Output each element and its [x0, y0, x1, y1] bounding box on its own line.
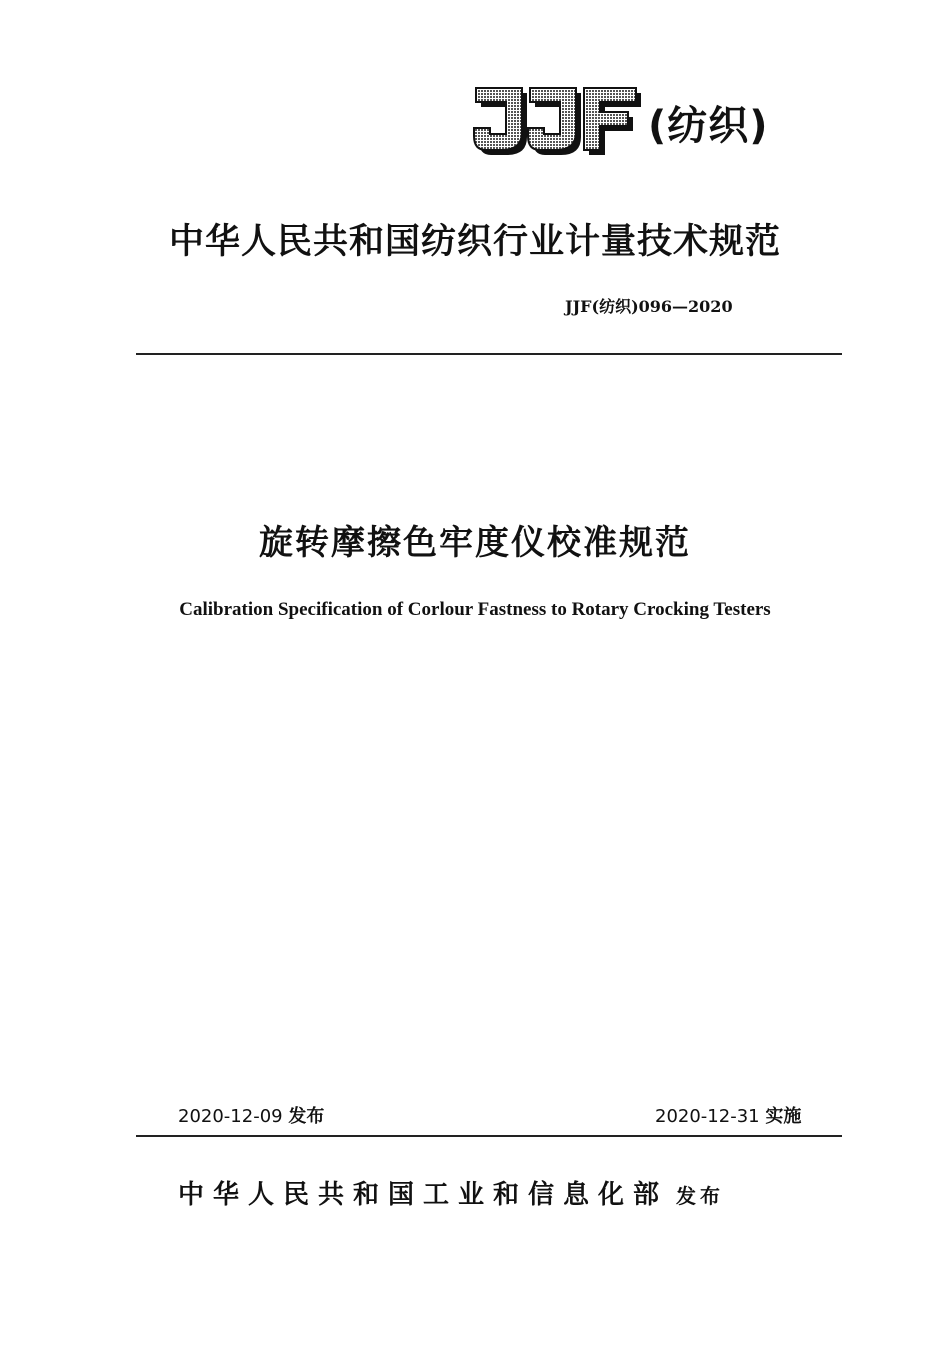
- logo-suffix: (纺织): [648, 102, 769, 149]
- bottom-divider: [136, 1135, 842, 1137]
- publisher-line: [178, 1174, 724, 1211]
- jjf-logo-mark: [472, 84, 644, 160]
- issue-date-line: [178, 1102, 324, 1128]
- document-title-cn: 旋转摩擦色牢度仪校准规范: [259, 523, 691, 563]
- top-divider: [136, 353, 842, 355]
- implementation-date-line: [655, 1102, 801, 1128]
- issue-label: 发布: [288, 1106, 325, 1127]
- issue-date: 2020-12-09: [178, 1106, 283, 1127]
- standard-number: JJF(纺织)096—2020: [565, 297, 733, 316]
- document-title-en: Calibration Specification of Corlour Fastness to Rotary Crocking Testers: [179, 599, 771, 620]
- publisher-suffix: 发布: [676, 1184, 725, 1208]
- publisher-name: 中华人民共和国工业和信息化部: [178, 1180, 669, 1210]
- implementation-date: 2020-12-31: [655, 1106, 760, 1127]
- series-title: 中华人民共和国纺织行业计量技术规范: [168, 222, 781, 262]
- implementation-label: 实施: [765, 1106, 802, 1127]
- jjf-logo: [472, 82, 769, 162]
